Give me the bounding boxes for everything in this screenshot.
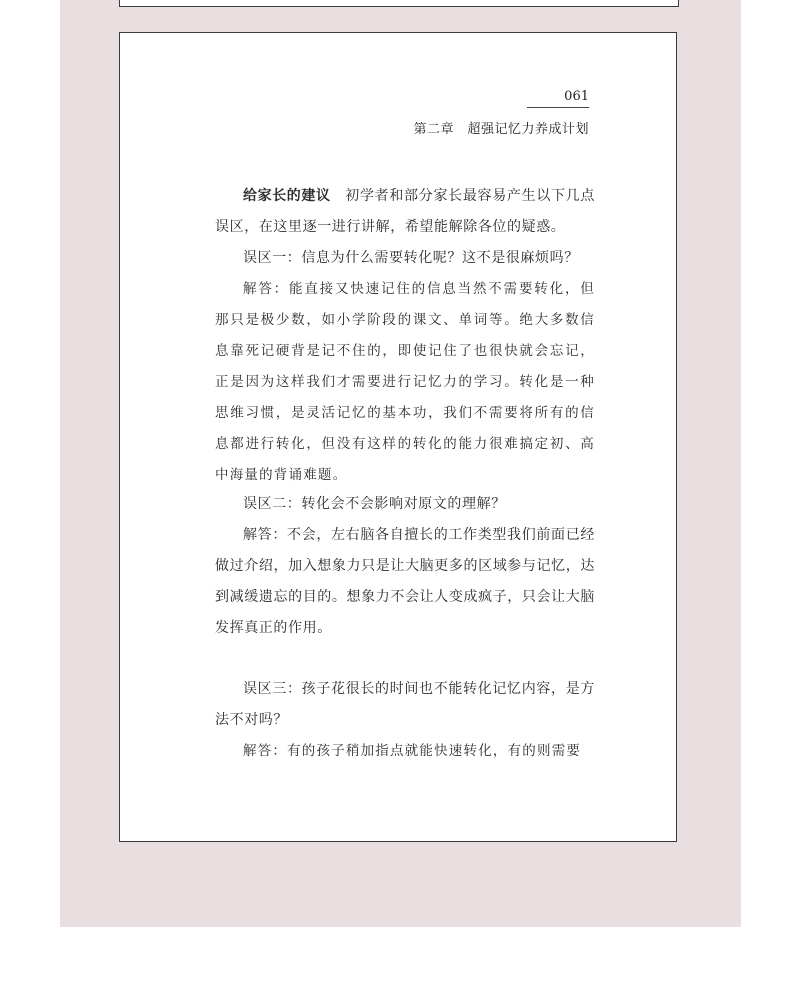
page-number: 061 (527, 89, 589, 108)
question-1: 误区一：信息为什么需要转化呢？这不是很麻烦吗？ (243, 250, 579, 266)
chapter-title: 第二章 超强记忆力养成计划 (413, 122, 589, 137)
answer-1: 解答：能直接又快速记住的信息当然不需要转化，但那只是极少数，如小学阶段的课文、单词等。绝大多数信息靠死记硬背是记不住的，即使记住了也很快就会忘记，正是因为这样我们才需要进行记忆力的学习。转化是一种思维习惯，是灵活记忆的基本功，我们不需要将所有的信息都进行转化，但没有这样的转化的能力很难搞定初、高中海量的背诵难题。 (215, 281, 595, 483)
advice-heading: 给家长的建议 (243, 188, 331, 204)
answer-2: 解答：不会，左右脑各自擅长的工作类型我们前面已经做过介绍，加入想象力只是让大脑更多的区域参与记忆，达到减缓遗忘的目的。想象力不会让人变成疯子，只会让大脑发挥真正的作用。 (215, 527, 595, 636)
question-3: 误区三：孩子花很长的时间也不能转化记忆内容，是方法不对吗？ (215, 681, 595, 728)
question-2: 误区二：转化会不会影响对原文的理解？ (243, 496, 506, 512)
answer-3: 解答：有的孩子稍加指点就能快速转化，有的则需要 (243, 743, 582, 759)
advice-text: 初学者和部分家长最容易产生以下几点误区，在这里逐一进行讲解，希望能解除各位的疑惑。 (215, 188, 596, 235)
previous-page-edge (119, 0, 679, 7)
advice-paragraph (215, 181, 595, 243)
